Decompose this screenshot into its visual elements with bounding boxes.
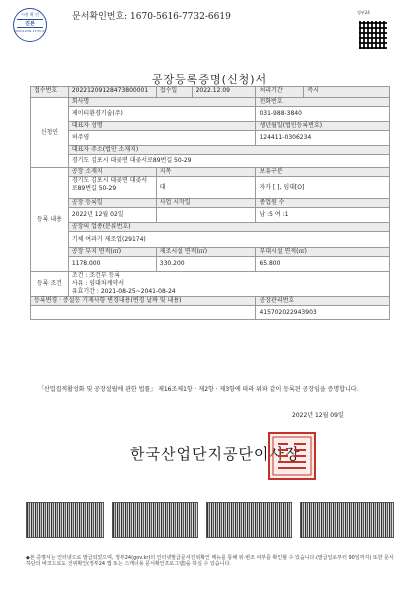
applicant-section-label: 신청인 [31,98,69,168]
change-history-value [31,306,256,320]
change-history-label: 등록변경 · 증설등 기재사항 변경내용(변경 날짜 및 내용) [31,297,256,306]
rep-label: 대표자 성명 [68,122,256,131]
company-label: 회사명 [68,98,256,107]
condition-line-2: 사유 : 임대차계약서 [71,280,125,287]
issuer-name: 한국산업단지공단이사장 [130,445,301,463]
receipt-date: 2022.12.09 [192,87,256,98]
certificate-form-table [30,86,390,320]
factory-address-label: 공장 소재지 [68,168,156,177]
land-label: 지목 [156,168,256,177]
reg-date-value: 2022년 12월 02일 [68,208,156,223]
address-label: 대표자 주소(법인 소재지) [68,146,389,155]
mfg-area-value: 330.200 [156,257,256,272]
official-stamp [268,432,316,480]
factory-address-value: 경기도 김포시 대곶면 대곶서로89번길 50-29 [68,177,156,199]
address-value: 경기도 김포시 대곶면 대곶서로89번길 50-29 [68,155,389,168]
birth-label: 생년월일(법인등록번호) [256,122,390,131]
certification-statement: 「산업집적활성화 및 공장설립에 관한 법률」 제16조제1항 · 제2항 · 제3항에 따라 위와 같이 등록된 공장임을 증명합니다. [38,386,359,393]
employees-label: 종업원 수 [256,199,390,208]
receipt-no-label: 접수번호 [31,87,69,98]
phone-value: 031-988-3840 [256,107,390,122]
aux-area-value: 65.800 [256,257,390,272]
barcode-3 [206,502,292,538]
rep-value: 허주영 [68,131,256,146]
industry-label: 공장의 업종(분류번호) [68,223,389,232]
mgmt-no-value: 415702022943903 [256,306,390,320]
condition-line-1: 조건 : 조건부 등록 [71,272,121,279]
receipt-date-label: 접수일 [156,87,192,98]
document-title: 공장등록증명(신청)서 [151,73,268,86]
conditions-section-label: 등록 조건 [31,272,69,297]
mgmt-no-label: 공장관리번호 [256,297,390,306]
qr-code-icon [359,21,387,49]
document-number: 문서확인번호: 1670-5616-7732-6619 [72,12,231,22]
site-area-value: 1178.000 [68,257,156,272]
land-value: 대 [156,177,256,199]
barcode-4 [300,502,394,538]
reg-date-label: 공장 등록일 [68,199,156,208]
barcode-1 [26,502,104,538]
footer-notice: ◆본 증명서는 인터넷으로 발급되었으며, 정부24(gov.kr)의 인터넷발급문서진위확인 메뉴를 통해 위·변조 여부를 확인할 수 있습니다.(발급일로부터 90일까지) 또한 문서하단의 바코드로도 진위확인(정부24 앱 또는 스캐너용 문서확인프로그램)을 하실 수 있습니다. [26,555,394,567]
phone-label: 전화번호 [256,98,390,107]
seal-timestamp: 2022/12/09 13:55:43 [14,29,46,33]
industry-value: 기체 여과기 제조업(29174) [68,232,389,248]
start-date-value [156,208,256,223]
mfg-area-label: 제조시설 면적(㎡) [156,248,256,257]
birth-value: 124411-0306234 [256,131,390,146]
condition-line-3: 유효기간 : 2021-08-25~2041-08-24 [71,288,176,295]
processing-value: 즉시 [304,87,390,98]
registration-section-label: 등록 내용 [31,168,69,272]
barcode-2 [112,502,198,538]
employees-value: 남 :5 여 :1 [256,208,390,223]
verification-seal [13,8,47,42]
seal-top-text: 시흥 확 인 [21,12,39,17]
site-area-label: 공장 부지 면적(㎡) [68,248,156,257]
ownership-value: 자가 [ ], 임대[O] [256,177,390,199]
processing-label: 처리기간 [256,87,304,98]
start-date-label: 사업 시작일 [156,199,256,208]
company-value: 제이티환경기술(주) [68,107,256,122]
ownership-label: 보유구분 [256,168,390,177]
issue-date: 2022년 12월 09일 [292,412,344,419]
gov24-logo-label: 정부24 [357,10,370,15]
seal-main-text: 진본 [17,19,43,28]
aux-area-label: 부대시설 면적(㎡) [256,248,390,257]
receipt-no: 20221209128473800001 [68,87,156,98]
